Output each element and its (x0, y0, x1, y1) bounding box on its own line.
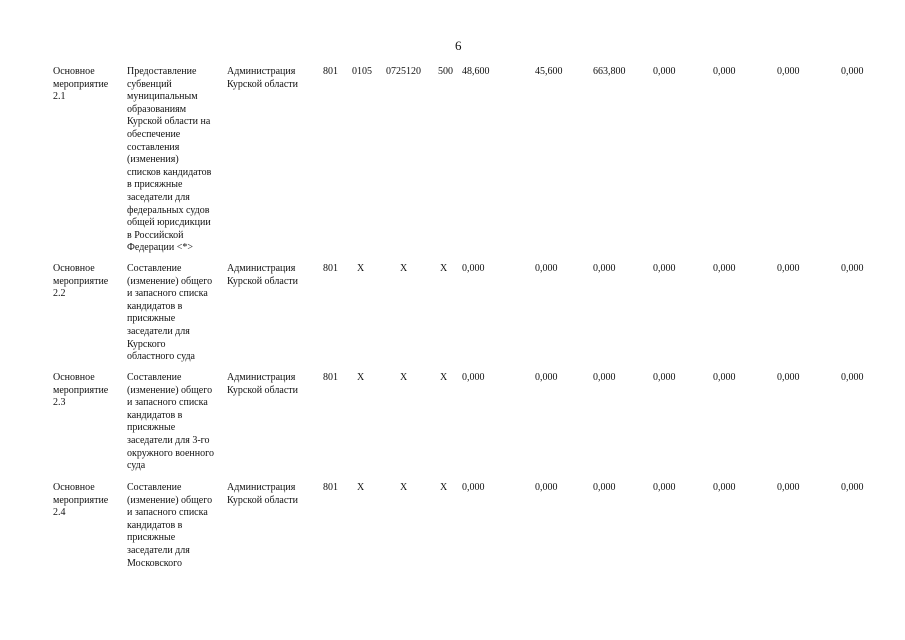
value-cell: 663,800 (593, 66, 626, 77)
value-cell: 0,000 (462, 263, 485, 274)
value-cell: 0,000 (777, 263, 800, 274)
vr-cell: X (440, 482, 448, 493)
rz-pr-cell: X (357, 263, 365, 274)
executor-cell: Администрация Курской области (227, 482, 298, 506)
value-cell: 48,600 (462, 66, 490, 77)
value-cell: 0,000 (653, 482, 676, 493)
grbs-cell: 801 (323, 372, 338, 383)
value-cell: 0,000 (777, 372, 800, 383)
vr-cell: X (440, 263, 448, 274)
grbs-cell: 801 (323, 482, 338, 493)
executor-cell: Администрация Курской области (227, 263, 298, 287)
vr-cell: 500 (438, 66, 453, 77)
value-cell: 0,000 (841, 66, 864, 77)
description-cell: Предоставление субвенций муниципальным образованиям Курской области на обеспечение составления (изменения) списков кандидатов в присяжные заседатели для федеральных судов общей юрисдикции в Российской Федерации <*> (127, 66, 212, 254)
value-cell: 0,000 (535, 263, 558, 274)
event-cell: Основное мероприятие 2.4 (53, 482, 109, 519)
value-cell: 0,000 (535, 372, 558, 383)
grbs-cell: 801 (323, 263, 338, 274)
grbs-cell: 801 (323, 66, 338, 77)
value-cell: 0,000 (777, 482, 800, 493)
description-cell: Составление (изменение) общего и запасного списка кандидатов в присяжные заседатели для Курского областного суда (127, 263, 213, 363)
rz-pr-cell: 0105 (352, 66, 372, 77)
value-cell: 0,000 (777, 66, 800, 77)
event-cell: Основное мероприятие 2.3 (53, 372, 109, 409)
value-cell: 0,000 (653, 66, 676, 77)
rz-pr-cell: X (357, 372, 365, 383)
value-cell: 0,000 (593, 372, 616, 383)
value-cell: 0,000 (462, 372, 485, 383)
description-cell: Составление (изменение) общего и запасного списка кандидатов в присяжные заседатели для 3-го окружного военного суда (127, 372, 214, 472)
csr-cell: X (400, 482, 408, 493)
event-cell: Основное мероприятие 2.2 (53, 263, 109, 300)
value-cell: 0,000 (713, 263, 736, 274)
value-cell: 0,000 (841, 482, 864, 493)
value-cell: 0,000 (713, 66, 736, 77)
executor-cell: Администрация Курской области (227, 372, 298, 396)
value-cell: 0,000 (841, 372, 864, 383)
vr-cell: X (440, 372, 448, 383)
csr-cell: X (400, 372, 408, 383)
csr-cell: 0725120 (386, 66, 421, 77)
event-cell: Основное мероприятие 2.1 (53, 66, 109, 103)
csr-cell: X (400, 263, 408, 274)
value-cell: 0,000 (535, 482, 558, 493)
value-cell: 0,000 (462, 482, 485, 493)
rz-pr-cell: X (357, 482, 365, 493)
value-cell: 0,000 (653, 263, 676, 274)
value-cell: 45,600 (535, 66, 563, 77)
value-cell: 0,000 (593, 482, 616, 493)
value-cell: 0,000 (593, 263, 616, 274)
page-number: 6 (455, 38, 462, 53)
value-cell: 0,000 (713, 482, 736, 493)
value-cell: 0,000 (713, 372, 736, 383)
value-cell: 0,000 (653, 372, 676, 383)
executor-cell: Администрация Курской области (227, 66, 298, 90)
description-cell: Составление (изменение) общего и запасного списка кандидатов в присяжные заседатели для Московского (127, 482, 213, 569)
value-cell: 0,000 (841, 263, 864, 274)
